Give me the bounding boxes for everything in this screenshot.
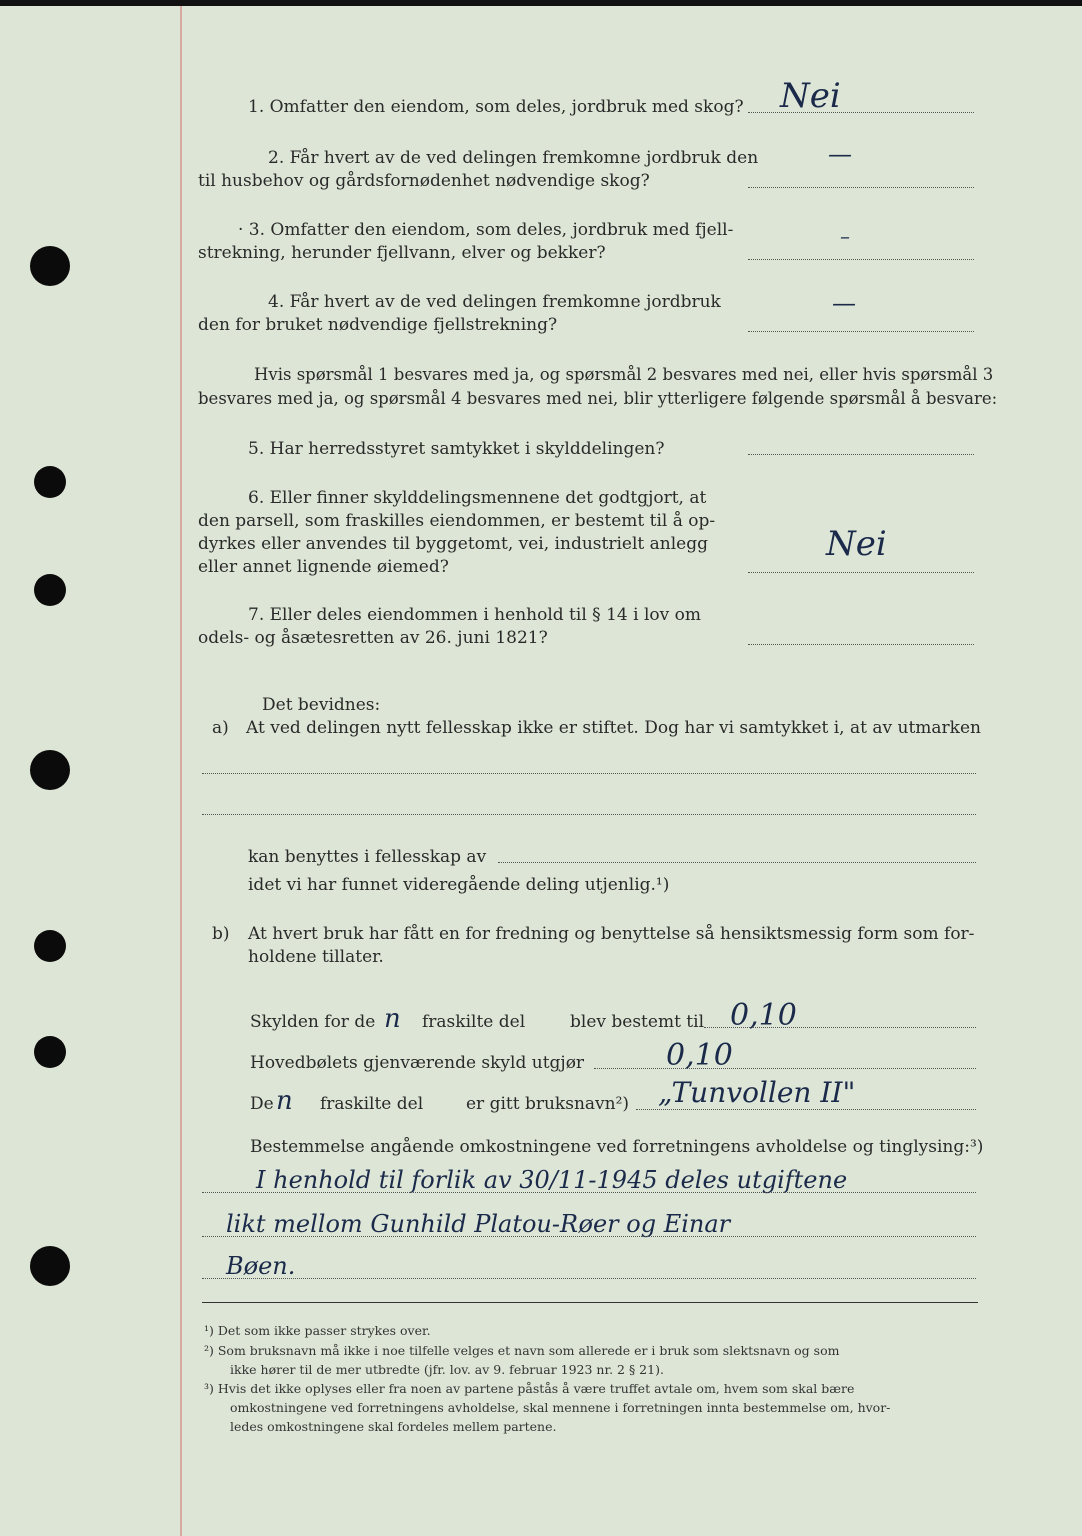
question-4-line-2: den for bruket nødvendige fjellstrekning? [198, 315, 558, 335]
footnote-2-line-1: ²) Som bruksnavn må ikke i noe tilfelle velges et navn som allerede er i bruk som slektsnavn og som [204, 1343, 840, 1358]
answer-line [748, 644, 974, 645]
fill-line [498, 862, 976, 863]
costs-label: Bestemmelse angående omkostningene ved forretningens avholdelse og tinglysing:³) [250, 1137, 984, 1157]
skyld-line-3-a: De [250, 1094, 274, 1114]
skyld-line-3-c: er gitt bruksnavn²) [466, 1094, 630, 1114]
handwritten-answer-6: Nei [826, 524, 887, 564]
binder-hole [30, 1246, 70, 1286]
handwritten-answer-2: — [828, 140, 852, 168]
costs-handwritten-line-1: I henhold til forlik av 30/11-1945 deles utgiftene [256, 1166, 848, 1194]
remaining-skyld-value: 0,10 [666, 1038, 733, 1073]
question-7-line-1: 7. Eller deles eiendommen i henhold til § 14 i lov om [248, 605, 701, 625]
binder-hole [34, 574, 66, 606]
footnote-3-line-2: omkostningene ved forretningens avholdelse, skal mennene i forretningen innta bestemmelse om, hvor- [230, 1400, 891, 1415]
attest-b-line-1: At hvert bruk har fått en for fredning og benyttelse så hensiktsmessig form som for- [248, 924, 975, 944]
skyld-line-1-c: blev bestemt til [570, 1012, 705, 1032]
farm-name-value: „Tunvollen II" [658, 1076, 856, 1109]
fill-line [636, 1109, 976, 1110]
answer-line [748, 187, 974, 188]
fill-line [594, 1068, 976, 1069]
skyld-value: 0,10 [730, 998, 797, 1033]
skyld-line-1-a: Skylden for de [250, 1012, 376, 1032]
fill-line [202, 814, 976, 815]
footnote-separator [202, 1302, 978, 1303]
question-3-line-2: strekning, herunder fjellvann, elver og bekker? [198, 243, 606, 263]
handwritten-answer-3: – [840, 224, 850, 248]
attest-b-label: b) [212, 924, 230, 944]
handwritten-answer-1: Nei [780, 76, 841, 116]
question-2-line-2: til husbehov og gårdsfornødenhet nødvendige skog? [198, 171, 650, 191]
condition-line-1: Hvis spørsmål 1 besvares med ja, og spørsmål 2 besvares med nei, eller hvis spørsmål 3 [254, 365, 994, 384]
fill-line [202, 1278, 976, 1279]
footnote-2-line-2: ikke hører til de mer utbredte (jfr. lov. av 9. februar 1923 nr. 2 § 21). [230, 1362, 664, 1377]
binder-hole [34, 466, 66, 498]
division-text: idet vi har funnet videregående deling utjenlig.¹) [248, 875, 670, 895]
footnote-1: ¹) Det som ikke passer strykes over. [204, 1323, 431, 1338]
question-2-line-1: 2. Får hvert av de ved delingen fremkomne jordbruk den [268, 148, 759, 168]
answer-line [748, 259, 974, 260]
document-page [0, 6, 1082, 1536]
question-4-line-1: 4. Får hvert av de ved delingen fremkomne jordbruk [268, 292, 721, 312]
skyld-line-1-b: fraskilte del [422, 1012, 526, 1032]
question-6-line-1: 6. Eller finner skylddelingsmennene det godtgjort, at [248, 488, 707, 508]
fill-line [202, 773, 976, 774]
attest-b-line-2: holdene tillater. [248, 947, 384, 967]
handwritten-answer-4: — [832, 289, 856, 317]
binder-hole [34, 1036, 66, 1068]
skyld-line-1-handwritten: n [384, 1004, 401, 1034]
question-6-line-4: eller annet lignende øiemed? [198, 557, 449, 577]
margin-line [180, 6, 182, 1536]
question-1: 1. Omfatter den eiendom, som deles, jordbruk med skog? [248, 97, 744, 117]
skyld-line-3-b: fraskilte del [320, 1094, 424, 1114]
question-7-line-2: odels- og åsætesretten av 26. juni 1821? [198, 628, 548, 648]
attest-a-label: a) [212, 718, 229, 738]
question-3-line-1: · 3. Omfatter den eiendom, som deles, jordbruk med fjell- [238, 220, 734, 240]
question-6-line-2: den parsell, som fraskilles eiendommen, er bestemt til å op- [198, 511, 716, 531]
binder-hole [30, 246, 70, 286]
skyld-line-2-a: Hovedbølets gjenværende skyld utgjør [250, 1053, 585, 1073]
condition-line-2: besvares med ja, og spørsmål 4 besvares med nei, blir ytterligere følgende spørsmål å besvare: [198, 389, 998, 408]
binder-hole [30, 750, 70, 790]
footnote-3-line-3: ledes omkostningene skal fordeles mellem partene. [230, 1419, 557, 1434]
fill-line [202, 1192, 976, 1193]
shared-use-label: kan benyttes i fellesskap av [248, 847, 487, 867]
attest-heading: Det bevidnes: [262, 695, 381, 715]
attest-a-text: At ved delingen nytt fellesskap ikke er stiftet. Dog har vi samtykket i, at av utmarken [246, 718, 981, 738]
question-6-line-3: dyrkes eller anvendes til byggetomt, vei, industrielt anlegg [198, 534, 708, 554]
fill-line [202, 1236, 976, 1237]
costs-handwritten-line-3: Bøen. [226, 1252, 296, 1280]
question-5: 5. Har herredsstyret samtykket i skylddelingen? [248, 439, 665, 459]
skyld-line-3-handwritten: n [276, 1086, 293, 1116]
answer-line [748, 572, 974, 573]
costs-handwritten-line-2: likt mellom Gunhild Platou-Røer og Einar [226, 1210, 731, 1238]
binder-hole [34, 930, 66, 962]
footnote-3-line-1: ³) Hvis det ikke oplyses eller fra noen av partene påstås å være truffet avtale om, hvem som skal bære [204, 1381, 855, 1396]
answer-line [748, 331, 974, 332]
answer-line [748, 454, 974, 455]
